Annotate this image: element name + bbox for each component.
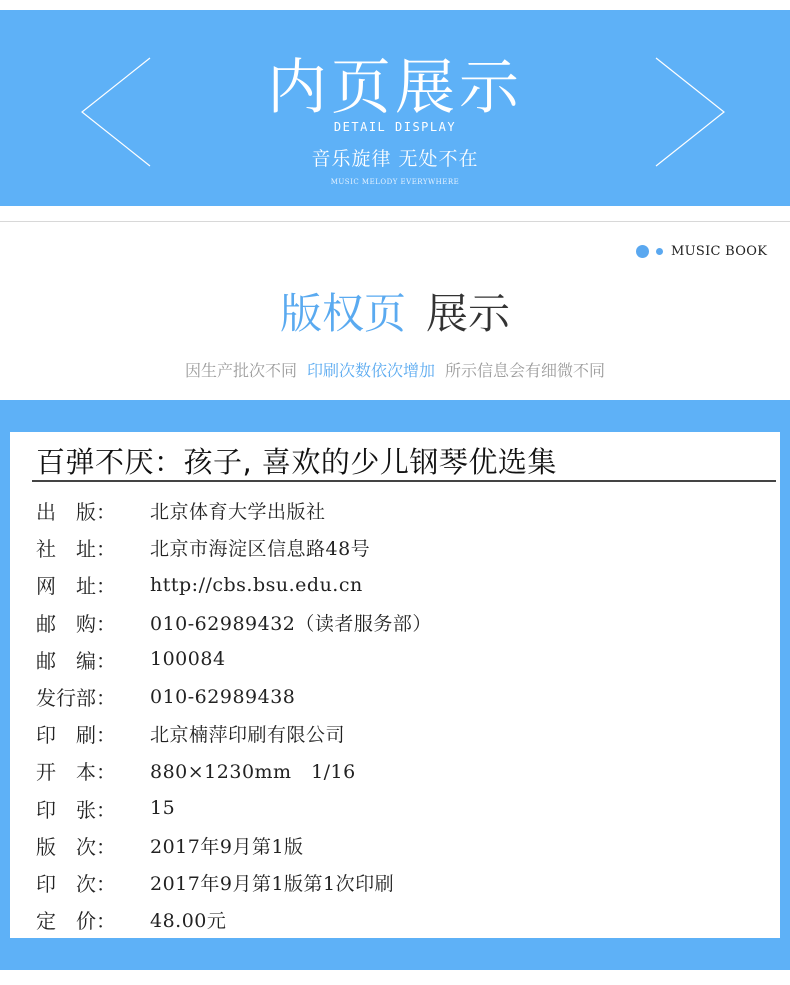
copyright-row-label: 邮 购： [36,611,116,636]
header-banner [0,10,790,206]
copyright-row-label: 印 刷： [36,723,116,748]
banner-en-subtitle: MUSIC MELODY EVERYWHERE [330,178,460,186]
copyright-row [36,566,776,603]
section-title [0,286,790,342]
banner-subtitle: 音乐旋律 无处不在 [311,148,479,170]
copyright-panel [0,400,790,970]
copyright-row-label: 邮 编： [36,648,116,673]
copyright-row [36,529,776,566]
section-title-highlight: 版权页 [279,289,406,338]
section-title-rest: 展示 [426,289,511,338]
copyright-page-image [10,432,780,938]
note-right: 所示信息会有细微不同 [445,361,606,380]
copyright-row-value: 15 [150,797,176,820]
copyright-row-label: 发行部： [36,686,116,711]
dot-icon [656,248,663,255]
copyright-row-value[interactable]: http://cbs.bsu.edu.cn [150,573,363,596]
copyright-row-value: 010-62989438 [150,685,296,708]
copyright-row-label: 印 张： [36,797,116,822]
copyright-row [36,827,776,864]
divider [0,221,790,222]
copyright-row-value: 2017年9月第1版第1次印刷 [150,872,395,895]
copyright-row-value: 010-62989432（读者服务部） [150,612,432,635]
copyright-row-value: 2017年9月第1版 [150,835,304,858]
book-title: 百弹不厌：孩子, 喜欢的少儿钢琴优选集 [36,445,557,479]
copyright-row-value: 100084 [150,648,226,671]
dot-icon [636,245,649,258]
copyright-row [36,864,776,901]
copyright-rows [36,492,776,938]
section-note [0,358,790,381]
copyright-row [36,715,776,752]
copyright-row-label: 出 版： [36,500,116,525]
banner-title: 内页展示 [267,53,523,123]
copyright-row-value: 880×1230mm 1/16 [150,761,356,784]
copyright-row-value: 北京体育大学出版社 [150,501,326,524]
copyright-row [36,752,776,789]
copyright-row-label: 印 次： [36,871,116,896]
copyright-row [36,901,776,938]
copyright-row-label: 网 址： [36,574,116,599]
title-underline [32,480,776,482]
copyright-row [36,790,776,827]
note-left: 因生产批次不同 [184,361,297,380]
copyright-row [36,678,776,715]
chevron-right-icon [654,56,726,168]
copyright-row-value: 48.00元 [150,910,227,933]
copyright-row [36,492,776,529]
copyright-row-label: 版 次： [36,834,116,859]
copyright-row-label: 定 价： [36,909,116,934]
music-book-label: MUSIC BOOK [671,244,768,259]
banner-en-title: DETAIL DISPLAY [333,120,457,134]
note-highlight: 印刷次数依次增加 [306,361,435,380]
copyright-row-value: 北京市海淀区信息路48号 [150,538,371,561]
music-book-tag [636,244,767,259]
copyright-row-label: 社 址： [36,537,116,562]
copyright-row-label: 开 本： [36,760,116,785]
copyright-row [36,641,776,678]
copyright-row-value: 北京楠萍印刷有限公司 [150,724,346,747]
copyright-row [36,604,776,641]
